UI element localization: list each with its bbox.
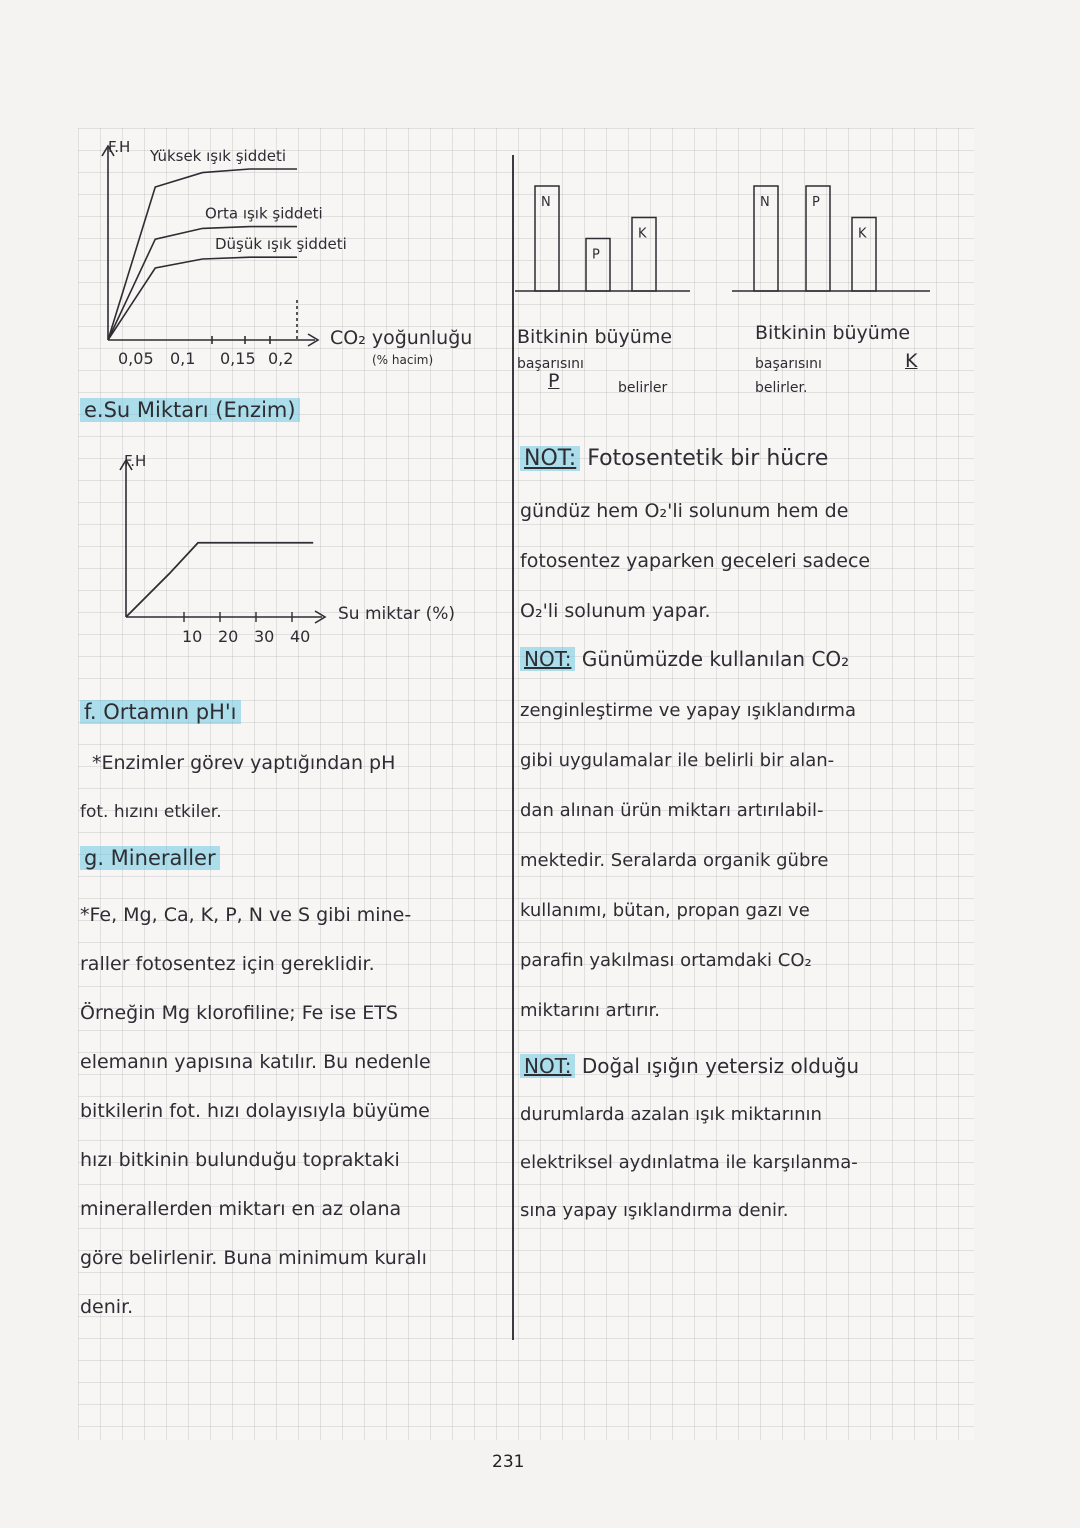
bar-chart2-bar-label-n: N xyxy=(760,195,770,210)
note3-line1: Doğal ışığın yetersiz olduğu xyxy=(581,1054,860,1078)
chart1-series-label-2: Orta ışık şiddeti xyxy=(205,204,323,223)
note1-text-line4: O₂'li solunum yapar. xyxy=(520,600,711,622)
minerals-text-line5: bitkilerin fot. hızı dolayısıyla büyüme xyxy=(80,1100,430,1122)
bar1-caption-line3: belirler xyxy=(618,380,668,396)
chart1-x-tick: 0,1 xyxy=(170,349,196,368)
chart1-x-label: CO₂ yoğunluğu xyxy=(330,327,473,349)
chart1-series-label-1: Yüksek ışık şiddeti xyxy=(150,147,287,165)
minerals-text-line6: hızı bitkinin bulunduğu topraktaki xyxy=(80,1149,400,1171)
chart1-x-tick: 0,2 xyxy=(268,349,294,368)
note3-text-line2: durumlarda azalan ışık miktarının xyxy=(520,1104,822,1125)
chart1-y-label: F.H xyxy=(108,138,131,156)
note2-text-line8: miktarını artırır. xyxy=(520,1000,660,1021)
bar-chart1-bar-label-p: P xyxy=(592,247,600,263)
note1-text-line3: fotosentez yaparken geceleri sadece xyxy=(520,550,871,572)
chart1-x-tick: 0,15 xyxy=(220,349,256,368)
bar1-caption-line1: Bitkinin büyüme xyxy=(517,326,673,348)
note2-line1: Günümüzde kullanılan CO₂ xyxy=(581,647,850,671)
note2-text-line4: dan alınan ürün miktarı artırılabil- xyxy=(520,800,824,821)
ph-text-line1: *Enzimler görev yaptığından pH xyxy=(92,752,396,774)
chart2-x-tick: 30 xyxy=(254,627,275,646)
note1-text-line2: gündüz hem O₂'li solunum hem de xyxy=(520,500,849,522)
note2-text-line6: kullanımı, bütan, propan gazı ve xyxy=(520,900,810,921)
heading-minerals: g. Mineraller xyxy=(80,846,220,870)
note2-text-line2: zenginleştirme ve yapay ışıklandırma xyxy=(520,700,856,721)
bar1-caption-answer: P xyxy=(548,370,560,392)
bar2-caption-line3: belirler. xyxy=(755,380,808,396)
bar2-caption-answer: K xyxy=(905,350,918,372)
minerals-text-line4: elemanın yapısına katılır. Bu nedenle xyxy=(80,1051,431,1073)
chart1-series-label-3: Düşük ışık şiddeti xyxy=(215,235,347,254)
minerals-text-line8: göre belirlenir. Buna minimum kuralı xyxy=(80,1247,427,1269)
note1 xyxy=(520,446,828,471)
bar2-caption-line2: başarısını xyxy=(755,356,822,372)
bar1-caption-line2: başarısını xyxy=(517,356,584,372)
ph-text-line2: fot. hızını etkiler. xyxy=(80,802,222,822)
note3-text-line4: sına yapay ışıklandırma denir. xyxy=(520,1200,789,1221)
chart2-x-tick: 20 xyxy=(218,627,239,646)
chart2-x-tick: 10 xyxy=(182,627,203,646)
minerals-text-line7: minerallerden miktarı en az olana xyxy=(80,1198,402,1220)
page-number: 231 xyxy=(492,1452,525,1472)
heading-water-amount: e.Su Miktarı (Enzim) xyxy=(80,398,300,422)
note3-label: NOT: xyxy=(520,1054,575,1078)
note2-label: NOT: xyxy=(520,647,575,671)
note3-text-line3: elektriksel aydınlatma ile karşılanma- xyxy=(520,1152,858,1173)
chart1-x-tick: 0,05 xyxy=(118,349,154,368)
note2 xyxy=(520,647,849,671)
chart1-x-unit: (% hacim) xyxy=(372,353,434,367)
note2-text-line7: parafin yakılması ortamdaki CO₂ xyxy=(520,950,812,971)
chart2-x-tick: 40 xyxy=(290,627,311,646)
minerals-text-line2: raller fotosentez için gereklidir. xyxy=(80,953,375,975)
note2-text-line3: gibi uygulamalar ile belirli bir alan- xyxy=(520,750,835,771)
minerals-text-line3: Örneğin Mg klorofiline; Fe ise ETS xyxy=(80,1002,398,1024)
bar-chart1-bar-label-k: K xyxy=(638,226,647,242)
bar2-caption-line1: Bitkinin büyüme xyxy=(755,322,911,344)
bar-chart1-bar-label-n: N xyxy=(541,195,551,210)
minerals-text-line1: *Fe, Mg, Ca, K, P, N ve S gibi mine- xyxy=(80,904,412,926)
note1-label: NOT: xyxy=(520,446,580,471)
chart2-y-label: F.H xyxy=(124,452,147,470)
note1-line1: Fotosentetik bir hücre xyxy=(587,446,829,471)
minerals-text-line9: denir. xyxy=(80,1296,134,1318)
chart2-x-label: Su miktar (%) xyxy=(338,604,455,624)
note2-text-line5: mektedir. Seralarda organik gübre xyxy=(520,850,829,871)
bar-chart1-bar-p xyxy=(586,239,610,292)
bar-chart2-bar-label-p: P xyxy=(812,195,820,210)
bar-chart2-bar-label-k: K xyxy=(858,226,867,242)
heading-ph: f. Ortamın pH'ı xyxy=(80,700,241,724)
note3 xyxy=(520,1054,859,1078)
